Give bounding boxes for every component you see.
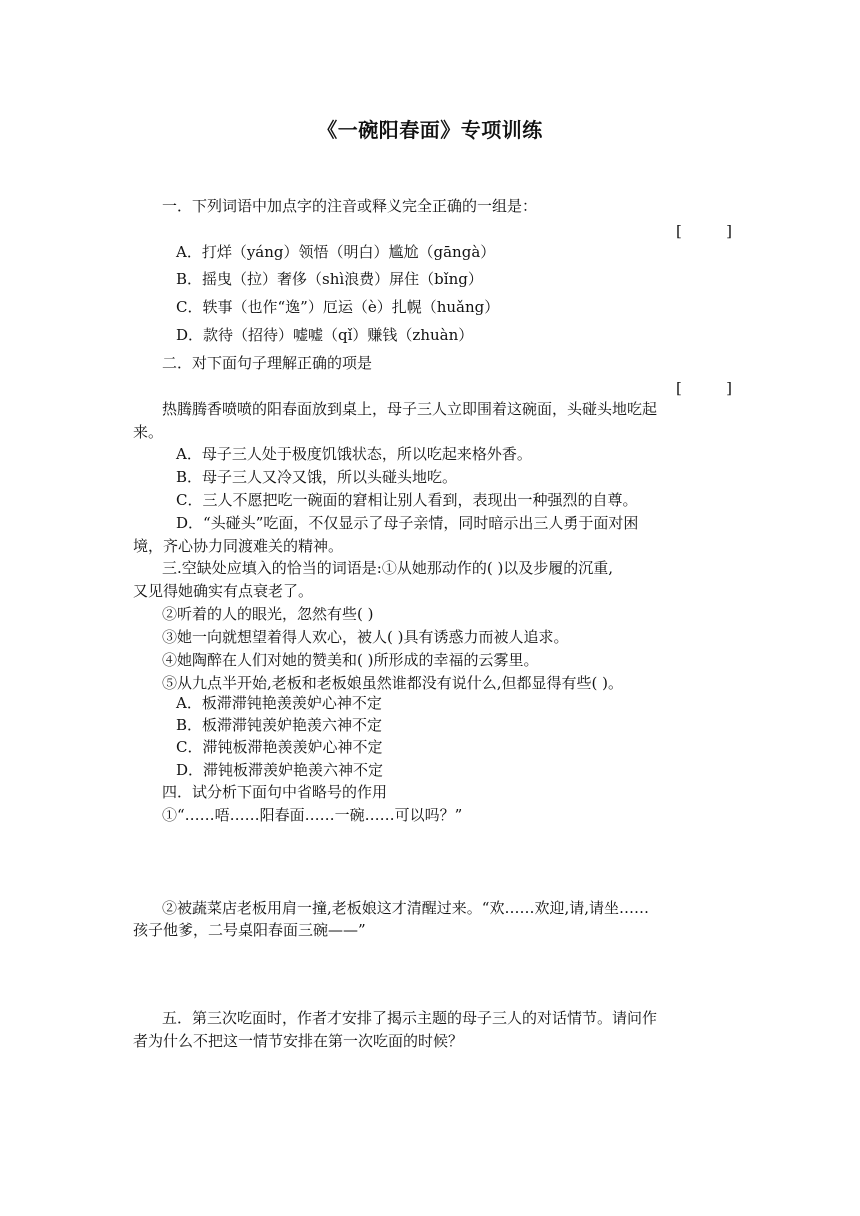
q2-option-d-line1: D．“头碰头”吃面，不仅显示了母子亲情，同时暗示出三人勇于面对困 bbox=[176, 514, 639, 532]
q4-item-2-line1: ②被蔬菜店老板用肩一撞,老板娘这才清醒过来。“欢……欢迎,请,请坐…… bbox=[162, 899, 649, 917]
q4-item-2-line2: 孩子他爹，二号桌阳春面三碗——” bbox=[133, 921, 366, 939]
q2-passage-line2: 来。 bbox=[133, 423, 164, 441]
q4-item-1: ①“……唔……阳春面……一碗……可以吗？” bbox=[162, 806, 463, 824]
q2-option-c: C．三人不愿把吃一碗面的窘相让别人看到，表现出一种强烈的自尊。 bbox=[176, 491, 638, 509]
q3-option-c: C．滞钝板滞艳羡羡妒心神不定 bbox=[176, 738, 383, 756]
q2-passage-line1: 热腾腾香喷喷的阳春面放到桌上，母子三人立即围着这碗面，头碰头地吃起 bbox=[162, 400, 658, 418]
q3-stem-line1: 三.空缺处应填入的恰当的词语是:①从她那动作的( )以及步履的沉重, bbox=[162, 559, 614, 577]
q1-bracket-right: ] bbox=[726, 222, 732, 240]
q2-bracket-right: ] bbox=[726, 379, 732, 397]
q2-stem: 二．对下面句子理解正确的项是 bbox=[162, 354, 373, 372]
q2-option-d-line2: 境，齐心协力同渡难关的精神。 bbox=[133, 537, 344, 555]
q3-item-4: ④她陶醉在人们对她的赞美和( )所形成的幸福的云雾里。 bbox=[162, 651, 539, 669]
q2-option-a: A．母子三人处于极度饥饿状态，所以吃起来格外香。 bbox=[176, 445, 532, 463]
q3-option-b: B．板滞滞钝羡妒艳羡六神不定 bbox=[176, 716, 383, 734]
q3-item-3: ③她一向就想望着得人欢心，被人( )具有诱惑力而被人追求。 bbox=[162, 628, 569, 646]
q1-stem: 一．下列词语中加点字的注音或释义完全正确的一组是： bbox=[162, 197, 538, 215]
q4-stem: 四．试分析下面句中省略号的作用 bbox=[162, 783, 388, 801]
q3-option-d: D．滞钝板滞羡妒艳羡六神不定 bbox=[176, 761, 384, 779]
q1-option-b: B．摇曳（拉）奢侈（shì浪费）屏住（bǐng） bbox=[176, 270, 483, 288]
q3-stem-line2: 又见得她确实有点衰老了。 bbox=[133, 582, 314, 600]
q1-option-a: A．打烊（yáng）领悟（明白）尴尬（gāngà） bbox=[176, 243, 496, 261]
q5-stem-line1: 五．第三次吃面时，作者才安排了揭示主题的母子三人的对话情节。请问作 bbox=[162, 1009, 658, 1027]
q1-option-d: D．款待（招待）嘘嘘（qǐ）赚钱（zhuàn） bbox=[176, 326, 474, 344]
q2-option-b: B．母子三人又冷又饿，所以头碰头地吃。 bbox=[176, 468, 458, 486]
q3-item-5: ⑤从九点半开始,老板和老板娘虽然谁都没有说什么,但都显得有些( )。 bbox=[162, 674, 624, 692]
q1-option-c: C．轶事（也作“逸”）厄运（è）扎幌（huǎng） bbox=[176, 298, 500, 316]
page-title: 《一碗阳春面》专项训练 bbox=[317, 118, 543, 142]
q5-stem-line2: 者为什么不把这一情节安排在第一次吃面的时候？ bbox=[133, 1032, 464, 1050]
q3-item-2: ②听着的人的眼光，忽然有些( ) bbox=[162, 605, 374, 623]
q1-bracket-left: [ bbox=[676, 222, 682, 240]
q2-bracket-left: [ bbox=[676, 379, 682, 397]
q3-option-a: A．板滞滞钝艳羡羡妒心神不定 bbox=[176, 694, 382, 712]
